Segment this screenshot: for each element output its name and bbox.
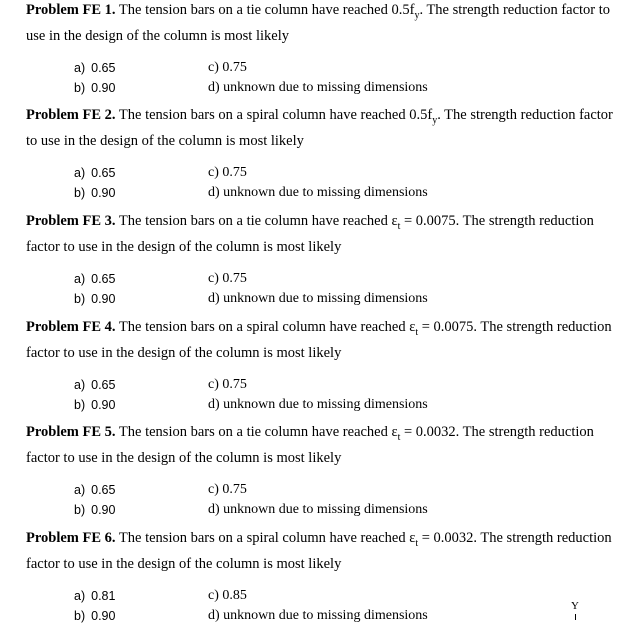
choice-b: b) 0.90 — [74, 185, 116, 200]
choice-c: c) 0.75 — [208, 59, 247, 75]
problem-statement — [26, 211, 616, 257]
choice-b: b) 0.90 — [74, 80, 116, 95]
corner-mark-tick — [575, 614, 576, 620]
problem-subscript: t — [415, 326, 419, 338]
problem-label: Problem FE 3. — [26, 213, 116, 229]
choice-d: d) unknown due to missing dimensions — [208, 501, 428, 517]
choice-a: a) 0.81 — [74, 588, 116, 603]
problem-statement — [26, 317, 616, 363]
problem-text-after: = 0.0032. The strength reduction factor to use in the design of the column is most likely — [26, 530, 612, 572]
choice-list — [26, 163, 616, 203]
choice-list — [26, 480, 616, 520]
problem-text: The tension bars on a tie column have reached ε — [118, 213, 398, 229]
problem-text-after: = 0.0075. The strength reduction factor to use in the design of the column is most likely — [26, 213, 594, 255]
problem-text-after: . The strength reduction factor to use in the design of the column is most likely — [26, 2, 611, 44]
choice-a: a) 0.65 — [74, 60, 116, 75]
choice-b: b) 0.90 — [74, 502, 116, 517]
choice-list — [26, 58, 616, 98]
choice-a: a) 0.65 — [74, 482, 116, 497]
problem-fe-6 — [26, 528, 616, 626]
choice-b: b) 0.90 — [74, 397, 116, 412]
choice-c: c) 0.85 — [208, 587, 247, 603]
choice-c: c) 0.75 — [208, 270, 247, 286]
problem-text: The tension bars on a tie column have reached 0.5f — [118, 2, 415, 18]
choice-d: d) unknown due to missing dimensions — [208, 79, 428, 95]
choice-d: d) unknown due to missing dimensions — [208, 184, 428, 200]
choice-b: b) 0.90 — [74, 291, 116, 306]
problem-subscript: t — [397, 220, 401, 232]
choice-a: a) 0.65 — [74, 377, 116, 392]
problem-fe-4 — [26, 317, 616, 415]
problem-fe-3 — [26, 211, 616, 309]
problem-statement — [26, 0, 616, 46]
problem-text-after: = 0.0075. The strength reduction factor to use in the design of the column is most likely — [26, 319, 612, 361]
problem-statement — [26, 422, 616, 468]
problem-label: Problem FE 5. — [26, 424, 116, 440]
problem-subscript: t — [415, 537, 419, 549]
choice-list — [26, 586, 616, 626]
choice-a: a) 0.65 — [74, 165, 116, 180]
problem-label: Problem FE 4. — [26, 319, 116, 335]
choice-d: d) unknown due to missing dimensions — [208, 607, 428, 623]
problem-label: Problem FE 2. — [26, 107, 116, 123]
choice-a: a) 0.65 — [74, 271, 116, 286]
choice-d: d) unknown due to missing dimensions — [208, 396, 428, 412]
problem-subscript: t — [397, 431, 401, 443]
choice-c: c) 0.75 — [208, 164, 247, 180]
problem-label: Problem FE 1. — [26, 2, 116, 18]
problem-label: Problem FE 6. — [26, 530, 116, 546]
choice-list — [26, 269, 616, 309]
problem-fe-1 — [26, 0, 616, 98]
problem-text: The tension bars on a spiral column have reached ε — [118, 319, 416, 335]
choice-c: c) 0.75 — [208, 376, 247, 392]
choice-d: d) unknown due to missing dimensions — [208, 290, 428, 306]
problem-statement — [26, 528, 616, 574]
corner-mark: Y — [571, 600, 579, 612]
problem-text-after: = 0.0032. The strength reduction factor to use in the design of the column is most likely — [26, 424, 594, 466]
problem-subscript: y — [414, 9, 420, 21]
problem-fe-2 — [26, 105, 616, 203]
problem-text: The tension bars on a tie column have reached ε — [118, 424, 398, 440]
problem-statement — [26, 105, 616, 151]
problem-subscript: y — [432, 114, 438, 126]
choice-c: c) 0.75 — [208, 481, 247, 497]
problem-text-after: . The strength reduction factor to use in the design of the column is most likely — [26, 107, 613, 149]
choice-b: b) 0.90 — [74, 608, 116, 623]
choice-list — [26, 375, 616, 415]
problem-fe-5 — [26, 422, 616, 520]
problem-text: The tension bars on a spiral column have reached 0.5f — [118, 107, 433, 123]
problem-text: The tension bars on a spiral column have reached ε — [118, 530, 416, 546]
